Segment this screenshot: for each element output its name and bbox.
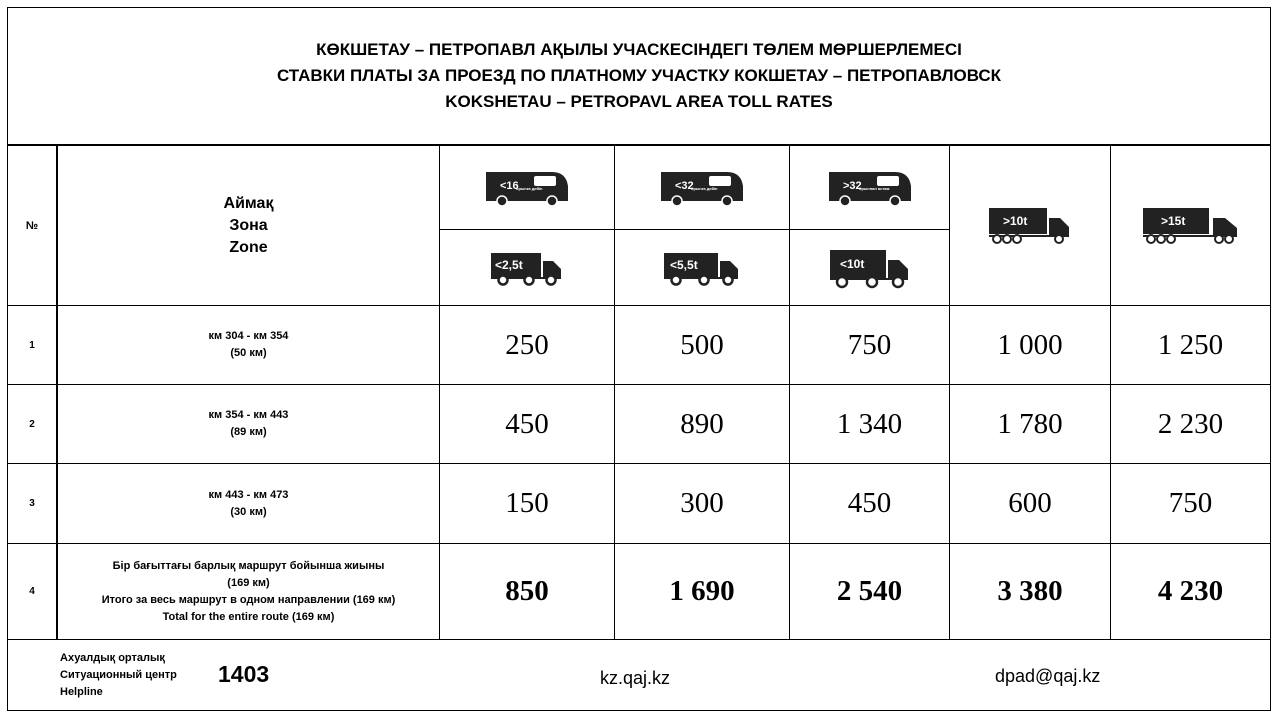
total-zone-cell [57, 543, 440, 640]
title-kazakh: КӨКШЕТАУ – ПЕТРОПАВЛ АҚЫЛЫ УЧАСКЕСІНДЕГІ ТӨЛЕМ МӨРШЕРЛЕМЕСІ [316, 40, 962, 59]
rate-cell: 750 [1110, 463, 1271, 544]
zone-range: км 354 - км 443 [208, 409, 289, 421]
truck-class-4-cell [949, 145, 1111, 306]
zone-length: (50 км) [230, 347, 267, 359]
bus-icon [657, 168, 747, 208]
rate-cell: 150 [439, 463, 615, 544]
truck-class-2-cell [614, 229, 790, 306]
zone-length: (89 км) [230, 426, 267, 438]
rate-cell: 1 250 [1110, 305, 1271, 385]
total-length: (169 км) [227, 576, 270, 589]
truck-icon [662, 249, 742, 287]
helpline-label-english: Helpline [60, 686, 103, 698]
svg-text:орыннан астам: орыннан астам [858, 185, 889, 191]
total-rate-cell: 1 690 [614, 543, 790, 640]
svg-text:орынға дейін: орынға дейін [691, 185, 718, 191]
truck-class-5-cell [1110, 145, 1271, 306]
truck-icon [828, 246, 912, 290]
page-title [7, 7, 1271, 145]
total-label-kazakh: Бір бағыттағы барлық маршрут бойынша жиыны [112, 559, 385, 572]
truck-class-3-cell [789, 229, 950, 306]
rate-cell: 1 340 [789, 384, 950, 464]
zone-cell [57, 463, 440, 544]
total-rate-cell: 4 230 [1110, 543, 1271, 640]
svg-text:>32: >32 [842, 179, 862, 192]
bus-icon [825, 168, 915, 208]
total-rate-cell: 850 [439, 543, 615, 640]
helpline-label-kazakh: Ахуалдық орталық [60, 652, 165, 664]
row-index: 2 [7, 384, 57, 464]
bus-class-2-cell [614, 145, 790, 230]
rate-cell: 2 230 [1110, 384, 1271, 464]
zone-cell [57, 384, 440, 464]
title-russian: СТАВКИ ПЛАТЫ ЗА ПРОЕЗД ПО ПЛАТНОМУ УЧАСТКУ КОКШЕТАУ – ПЕТРОПАВЛОВСК [276, 66, 1002, 85]
zone-cell [57, 305, 440, 385]
zone-range: км 304 - км 354 [208, 330, 289, 342]
zone-header [57, 145, 440, 306]
row-index: 1 [7, 305, 57, 385]
rate-cell: 500 [614, 305, 790, 385]
row-index: 4 [7, 543, 57, 640]
email-link[interactable]: dpad@qaj.kz [995, 666, 1101, 686]
svg-text:орынға дейін: орынға дейін [516, 185, 543, 191]
helpline-labels [60, 650, 177, 701]
truck-icon [489, 249, 565, 287]
rate-cell: 250 [439, 305, 615, 385]
rate-cell: 450 [439, 384, 615, 464]
zone-header-english: Zone [229, 238, 268, 256]
rate-cell: 450 [789, 463, 950, 544]
svg-text:>15t: >15t [1160, 213, 1185, 228]
rate-cell: 600 [949, 463, 1111, 544]
truck-icon [1141, 206, 1241, 246]
title-english: KOKSHETAU – PETROPAVL AREA TOLL RATES [445, 92, 833, 111]
rate-cell: 300 [614, 463, 790, 544]
svg-text:<32: <32 [675, 179, 694, 192]
total-label-russian: Итого за весь маршрут в одном направлении (169 км) [101, 593, 396, 606]
truck-class-1-cell [439, 229, 615, 306]
website-link[interactable]: kz.qaj.kz [600, 668, 671, 688]
helpline-label-russian: Ситуационный центр [60, 669, 177, 681]
zone-header-kazakh: Аймақ [223, 194, 274, 212]
svg-text:>10t: >10t [1003, 213, 1028, 228]
zone-length: (30 км) [230, 505, 267, 518]
svg-text:<16: <16 [500, 179, 519, 192]
number-header: № [7, 145, 57, 306]
total-label-english: Total for the entire route (169 км) [162, 610, 335, 623]
truck-icon [987, 206, 1073, 246]
rate-cell: 890 [614, 384, 790, 464]
total-rate-cell: 2 540 [789, 543, 950, 640]
helpline-number: 1403 [218, 661, 270, 687]
total-rate-cell: 3 380 [949, 543, 1111, 640]
svg-text:<2,5t: <2,5t [495, 257, 523, 272]
row-index: 3 [7, 463, 57, 544]
bus-icon [482, 168, 572, 208]
bus-class-1-cell [439, 145, 615, 230]
rate-cell: 1 780 [949, 384, 1111, 464]
bus-class-3-cell [789, 145, 950, 230]
zone-range: км 443 - км 473 [208, 488, 289, 501]
zone-header-russian: Зона [229, 216, 268, 234]
rate-cell: 750 [789, 305, 950, 385]
svg-text:<5,5t: <5,5t [670, 257, 698, 272]
svg-text:<10t: <10t [839, 256, 864, 271]
rate-cell: 1 000 [949, 305, 1111, 385]
